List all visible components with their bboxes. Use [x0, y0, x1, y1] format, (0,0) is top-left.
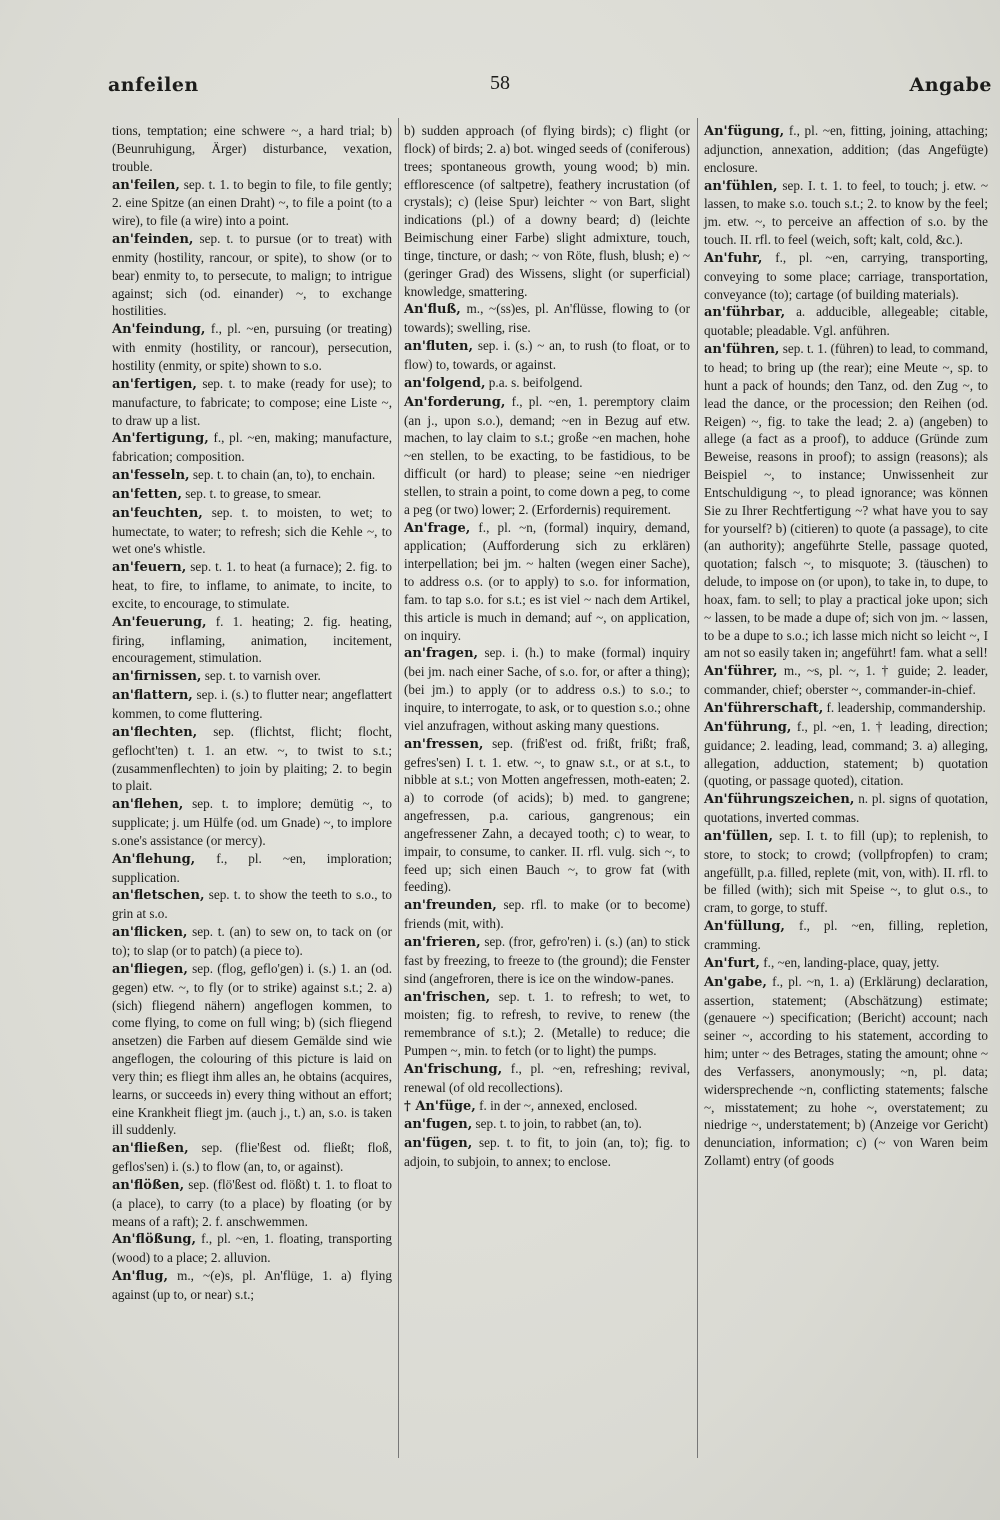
definition-text: b) sudden approach (of flying birds); c) flight (or flock) of birds; 2. a) bot. winged seeds of (coniferous) trees; spontaneous growth, young wood; b) min. efflorescence (of saltpetre), feathery incrustation (of crystals); c) (leise Spur) leichter ~ von Bart, slight indications (pl.) of a downy beard; d) (leichte Beimischung einer Farbe) slight admixture, touch, tinge, tincture, or dash; ~ von Röte, flush, blush; e) ~ (geringer Grad) des Wissens, slight (or superficial) knowledge, smattering. — [404, 123, 690, 299]
dictionary-entry — [112, 886, 392, 923]
definition-text: sep. t. to fit, to join (an, to); fig. to adjoin, to subjoin, to annex; to enclose. — [404, 1135, 691, 1170]
dictionary-entry — [404, 1115, 690, 1134]
dictionary-entry — [704, 973, 988, 1170]
headword: an'freunden, — [404, 898, 497, 914]
page-number: 58 — [490, 72, 510, 94]
definition-text: sep. i. (s.) ~ an, to rush (to float, or to flow) to, towards, or against. — [404, 338, 690, 372]
headword: an'führen, — [704, 342, 780, 358]
dictionary-entry — [112, 667, 392, 686]
headword: an'flößen, — [112, 1177, 185, 1193]
definition-text: f. in der ~, annexed, enclosed. — [479, 1097, 638, 1113]
definition-text: f., pl. ~en, refreshing; revival, renewal (of old recollections). — [404, 1060, 690, 1095]
headword: an'fletschen, — [112, 888, 205, 904]
dictionary-entry — [112, 558, 392, 613]
dictionary-entry — [704, 662, 988, 699]
dictionary-entry — [112, 795, 392, 850]
headword: An'feindung, — [112, 322, 206, 338]
definition-text: sep. i. (h.) to make (formal) inquiry (bei jm. nach einer Sache, of s.o. for, or after a thing); (bei jm.) to apply (or to address o.s.) to s.o.; to inquire, to interrogate, to ask, or to question s.o.; ohne viel anzufragen, without asking many questions. — [404, 645, 691, 733]
headword: an'firnissen, — [112, 669, 202, 685]
headword: An'gabe, — [704, 974, 767, 990]
dictionary-entry — [404, 933, 690, 988]
definition-text: sep. t. 1. (führen) to lead, to command, to head; to bring up (the rear); eine Meute ~, sp. to hunt a pack of hounds; den Tanz, od. den Zug ~, to lead the dance, or the procession; den Reihen (od. Reigen) ~, fig. to take the lead; 2. a) (angeben) to allege (a fact as a proof), to adduce (Gründe zum Beweise, reasons in proof); to assign (reasons); als Beispiel ~, to instance; Unwissenheit zur Entschuldigung ~, to plead ignorance; was können Sie zu Ihrer Rechtfertigung ~? what have you to say for yourself? b) (citieren) to quote (a passage), to cite (an authority); angeführte Stelle, passage quoted, quotation; falsch ~, to misquote; 3. (täuschen) to delude, to impose on (or upon), to take in, to dupe, to hoax, fam. to sell; to play a practical joke upon; sich ~ lassen, to be made a dupe of; sich von jm. ~ lassen, to be a dupe to s.o.; ich lasse mich nicht so leicht ~, I am not so easily taken in; angeführt! fam. what a sell! — [704, 341, 989, 661]
headword: An'frage, — [404, 520, 471, 536]
dictionary-entry — [404, 519, 690, 645]
definition-text: m., ~s, pl. ~, 1. † guide; 2. leader, commander, chief; oberster ~, commander-in-chief. — [704, 663, 989, 698]
headword: an'frischen, — [404, 989, 491, 1005]
definition-text: f., pl. ~en, filling, repletion, cramming. — [704, 918, 988, 952]
definition-text: f., pl. ~en, pursuing (or treating) with enmity (hostility, or rancour), persecution, hostility (enmity, or spite) shown to s.o. — [112, 321, 392, 373]
definition-text: sep. t. to join, to rabbet (an, to). — [475, 1116, 642, 1132]
definition-text: sep. t. to pursue (or to treat) with enmity (hostility, rancour, or spite), to show (or to bear) enmity to, to persecute, to malign; to intrigue against; sich (od. einander) ~, to exchange hostilities. — [112, 231, 393, 319]
headword: An'führungszeichen, — [704, 792, 855, 808]
headword: an'feuchten, — [112, 505, 203, 521]
definition-text: sep. (flog, geflo'gen) i. (s.) 1. an (od. gegen) etw. ~, to fly (or to strike) against s.t.; 2. a) (sich) fliegend nähern) angeflogen kommen, to come flying, to come on full wing; b) (sich fliegend ansetzen) die Farben auf diesem Gemälde sind wie angeflogen, the colouring of this picture is laid on very thin; es fliegt ihm alles an, he obtains (acquires, learns, or succeeds in) every thing without an effort; eine Krankheit fliegt jm. (auch j., t.) an, s.o. is taken ill suddenly. — [112, 960, 393, 1138]
dictionary-entry — [704, 177, 988, 249]
definition-text: n. pl. signs of quotation, quotations, inverted commas. — [704, 791, 988, 826]
dictionary-entry — [704, 917, 988, 954]
headword: an'feuern, — [112, 560, 187, 576]
dictionary-entry — [112, 504, 392, 559]
headword: an'flicken, — [112, 925, 188, 941]
definition-text: sep. t. 1. to heat (a furnace); 2. fig. to heat, to fire, to inflame, to animate, to incite, to excite, to encourage, to stimulate. — [112, 559, 392, 611]
headword: † An'füge, — [404, 1098, 476, 1114]
definition-text: f. 1. heating; 2. fig. heating, firing, inflaming, animation, incitement, encouragement, stimulation. — [112, 613, 392, 666]
dictionary-entry — [112, 686, 392, 723]
dictionary-entry — [704, 340, 988, 662]
definition-text: sep. (flichtst, flicht; flocht, geflocht'ten) t. 1. an etw. ~, to twist to s.t.; (zusammenflechten) to join by plaiting; 2. to begin to plait. — [112, 723, 392, 794]
dictionary-entry — [112, 1139, 392, 1176]
definition-text: m., ~(ss)es, pl. An'flüsse, flowing to (or towards); swelling, rise. — [404, 301, 690, 336]
dictionary-entry — [404, 337, 690, 374]
dictionary-entry — [404, 988, 690, 1060]
headword: an'fetten, — [112, 486, 182, 502]
dictionary-entry — [704, 718, 988, 790]
definition-text: f., pl. ~en, 1. peremptory claim (an j., upon s.o.), demand; ~en in Bezug auf etw. machen, to lay claim to s.t.; große ~en machen, hohe ~en stellen, to be exacting, to be fastidious, to be difficult (or hard) to please; seine ~en niedriger stellen, to strain a point, to come down a peg, to come a peg (or two) lower; 2. (Erfordernis) requirement. — [404, 393, 691, 517]
definition-text: f. leadership, commandership. — [826, 700, 986, 715]
running-head-left: anfeilen — [108, 74, 199, 96]
definition-text: sep. t. (an) to sew on, to tack on (or to); to slap (or to patch) (a piece to). — [112, 924, 392, 958]
headword: An'fuhr, — [704, 250, 763, 266]
dictionary-entry — [704, 122, 988, 177]
definition-text: f., pl. ~n, 1. a) (Erklärung) declaration, assertion, statement; (Abschätzung) estimate; (genauere ~) specification; (Bericht) account; nach seiner ~, according to his statement, according to him; unter ~ des Betrages, stating the amount; ohne ~ des Verfassers, anonymously; ~n, pl. data; widersprechende ~n, conflicting statements; falsche ~, misstatement; zu hohe ~, overstatement; zu niedrige ~, understatement; b) (Anzeige vor Gericht) denunciation, information; c) (~ von Waren beim Zollamt) entry (of goods — [704, 973, 988, 1169]
headword: An'führerschaft, — [704, 701, 824, 716]
dictionary-entry — [404, 1097, 690, 1116]
headword: an'fertigen, — [112, 376, 197, 392]
headword: an'flehen, — [112, 797, 184, 813]
dictionary-entry — [112, 485, 392, 504]
dictionary-entry — [112, 613, 392, 668]
dictionary-entry — [404, 896, 690, 933]
definition-text: sep. t. to show the teeth to s.o., to grin at s.o. — [112, 887, 392, 922]
definition-text: sep. t. to varnish over. — [204, 668, 321, 684]
definition-text: a. adducible, allegeable; citable, quotable; pleadable. Vgl. anführen. — [704, 304, 989, 339]
definition-text: sep. t. to grease, to smear. — [185, 485, 322, 501]
dictionary-entry — [112, 375, 392, 430]
headword: An'führer, — [704, 664, 778, 680]
headword: an'fliegen, — [112, 961, 188, 977]
dictionary-entry — [404, 644, 690, 734]
definition-text: sep. (fror, gefro'ren) i. (s.) (an) to stick fast by freezing, to freeze to (the ground); die Fenster sind (angefroren, there is ice on the window-panes. — [404, 933, 690, 986]
definition-text: p.a. s. beifolgend. — [488, 374, 583, 390]
dictionary-entry — [704, 790, 988, 827]
dictionary-entry — [112, 1267, 392, 1304]
headword: an'flechten, — [112, 724, 198, 740]
dictionary-entry — [704, 303, 988, 340]
headword: an'feinden, — [112, 232, 194, 248]
column-2 — [404, 122, 690, 1171]
definition-text: sep. I. t. to fill (up); to replenish, to store, to stock; to crowd; (vollpfropfen) to cram; angefüllt, p.a. filled, replete (mit, von, with). II. rfl. to be filled (with); sich mit Speise ~, to glut o.s., to cram, to gorge, to stuff. — [704, 827, 989, 916]
dictionary-entry — [704, 827, 988, 917]
headword: an'folgend, — [404, 375, 486, 391]
headword: an'fluten, — [404, 339, 474, 355]
dictionary-entry — [404, 300, 690, 337]
column-rule-2 — [697, 118, 698, 1458]
dictionary-entry — [112, 466, 392, 485]
dictionary-entry — [404, 1134, 690, 1171]
definition-text: sep. t. to chain (an, to), to enchain. — [192, 467, 376, 483]
headword: An'feuerung, — [112, 614, 207, 630]
headword: an'füllen, — [704, 828, 774, 844]
headword: An'fertigung, — [112, 431, 209, 447]
definition-text: sep. rfl. to make (or to become) friends (mit, with). — [404, 897, 691, 932]
headword: An'forderung, — [404, 394, 506, 410]
dictionary-entry — [404, 1060, 690, 1097]
dictionary-entry — [404, 735, 690, 897]
dictionary-entry — [112, 1230, 392, 1267]
headword: an'fesseln, — [112, 468, 190, 484]
definition-text: f., ~en, landing-place, quay, jetty. — [763, 954, 940, 970]
headword: an'flattern, — [112, 688, 193, 704]
dictionary-entry — [404, 374, 690, 393]
definition-text: sep. I. t. 1. to feel, to touch; j. etw. ~ lassen, to make s.o. touch s.t.; 2. to know by the feel; jm. etw. ~, to perceive an affection of s.o. by the touch. II. rfl. to feel (weich, soft; kalt, cold, &c.). — [704, 177, 988, 248]
headword: an'frieren, — [404, 934, 481, 950]
column-rule-1 — [398, 118, 399, 1458]
definition-text: f., pl. ~en, 1. floating, transporting (wood) to a place; 2. alluvion. — [112, 1231, 393, 1266]
headword: an'fließen, — [112, 1141, 189, 1157]
definition-text: sep. t. to moisten, to wet; to humectate, to water; to refresh; sich die Kehle ~, to wet one's whistle. — [112, 504, 393, 557]
definition-text: sep. (flö'ßest od. flößt) t. 1. to float to (a place), to carry (to a place) by floating (or by means of a raft); 2. f. anschwemmen. — [112, 1176, 393, 1229]
headword: An'frischung, — [404, 1061, 503, 1077]
dictionary-entry — [112, 960, 392, 1139]
dictionary-entry — [112, 320, 392, 375]
dictionary-entry — [112, 723, 392, 795]
dictionary-entry — [704, 699, 988, 718]
definition-text: sep. t. 1. to refresh; to wet, to moisten; fig. to refresh, to revive, to renew (the remembrance of s.t.); 2. (Metalle) to reduce; die Pumpen ~, min. to fetch (or to light) the pumps. — [404, 988, 691, 1059]
headword: an'fressen, — [404, 736, 484, 752]
running-head-right: Angabe — [909, 74, 992, 96]
definition-text: f., pl. ~en, making; manufacture, fabrication; composition. — [112, 430, 392, 465]
definition-text: f., pl. ~n, (formal) inquiry, demand, application; (Aufforderung sich zu erklären) interpellation; bei jm. ~ halten (wegen einer Sache), to address o.s. (or to apply) to s.o. for information, fam. to tap s.o. for s.t.; es ist viel ~ nach dem Artikel, this article is much in demand; auf ~, on application, on inquiry. — [404, 519, 691, 643]
dictionary-entry — [112, 176, 392, 231]
headword: An'flehung, — [112, 851, 196, 867]
headword: an'führbar, — [704, 305, 786, 321]
definition-text: m., ~(e)s, pl. An'flüge, 1. a) flying against (up to, or near) s.t.; — [112, 1268, 392, 1302]
headword: An'füllung, — [704, 919, 785, 935]
dictionary-entry — [404, 393, 690, 519]
headword: An'fluß, — [404, 302, 461, 318]
dictionary-entry — [112, 923, 392, 960]
headword: An'flößung, — [112, 1232, 197, 1248]
column-3 — [704, 122, 988, 1170]
dictionary-entry — [112, 429, 392, 466]
definition-text: f., pl. ~en, carrying, transporting, conveying to some place; carriage, transportation, conveyance (to); cartage (of building materials). — [704, 249, 988, 302]
headword: an'fragen, — [404, 646, 479, 662]
definition-text: f., pl. ~en, 1. † leading, direction; guidance; 2. leading, lead, command; 3. a) alleging, allegation, adduction, statement; b) quotation (quoting, or passage quoted), citation. — [704, 718, 988, 789]
dictionary-entry — [404, 122, 690, 300]
dictionary-entry — [112, 122, 392, 176]
headword: An'furt, — [704, 955, 760, 971]
dictionary-entry — [112, 850, 392, 887]
headword: An'führung, — [704, 719, 792, 735]
definition-text: sep. t. 1. to begin to file, to file gently; 2. eine Spitze (an einen Draht) ~, to file a point (to a wire), to file (a wire) into a point. — [112, 176, 393, 229]
definition-text: sep. i. (s.) to flutter near; angeflattert kommen, to come fluttering. — [112, 687, 392, 721]
definition-text: f., pl. ~en, imploration; supplication. — [112, 850, 392, 885]
dictionary-entry — [704, 954, 988, 973]
definition-text: sep. (friß'est od. frißt, frißt; fraß, gefres'sen) I. t. 1. etw. ~, to gnaw s.t., or at s.t., to nibble at s.t.; von Motten angefressen, moth-eaten; 2. a) to corrode (of acids); b) med. to gangrene; angefressen, p.a. carious, gangrenous; ein angefressener Zahn, a decayed tooth; c) to wear, to impair, to consume, to canker. II. rfl. vulg. sich ~, to feed up; sich einen Bauch ~, to grow fat (with feeding). — [404, 735, 691, 895]
definition-text: f., pl. ~en, fitting, joining, attaching; adjunction, annexation, addition; (das Angefügte) enclosure. — [704, 123, 988, 175]
headword: An'fügung, — [704, 124, 785, 139]
headword: An'flug, — [112, 1269, 169, 1285]
column-1 — [112, 122, 392, 1304]
headword: an'fühlen, — [704, 178, 778, 194]
definition-text: tions, temptation; eine schwere ~, a hard trial; b) (Beunruhigung, Ärger) disturbance, vexation, trouble. — [112, 123, 392, 174]
headword: an'fugen, — [404, 1117, 473, 1133]
dictionary-entry — [704, 249, 988, 304]
definition-text: sep. t. to make (ready for use); to manufacture, to fabricate; to compose; eine Liste ~, to draw up a list. — [112, 375, 393, 428]
definition-text: sep. t. to implore; demütig ~, to supplicate; j. um Hülfe (od. um Gnade) ~, to implore s.one's assistance (or mercy). — [112, 796, 393, 848]
definition-text: sep. (flie'ßest od. fließt; floß, geflos'sen) i. (s.) to flow (an, to, or against). — [112, 1140, 392, 1175]
headword: an'feilen, — [112, 177, 180, 193]
dictionary-entry — [112, 230, 392, 320]
headword: an'fügen, — [404, 1136, 473, 1152]
dictionary-entry — [112, 1176, 392, 1231]
